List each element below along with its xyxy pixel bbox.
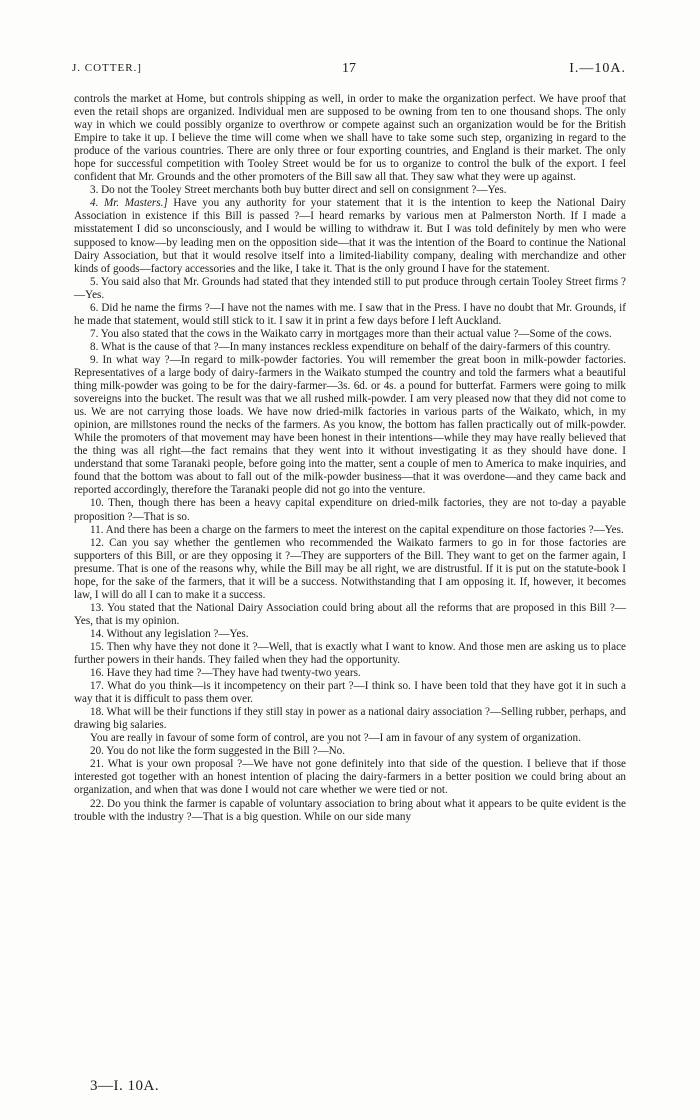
footer-signature-mark: 3—I. 10A. [90, 1078, 160, 1094]
paragraph: 18. What will be their functions if they still stay in power as a national dairy association ?—Selling rubber, perhaps, and drawing big salaries. [74, 706, 626, 732]
paragraph: 3. Do not the Tooley Street merchants both buy butter direct and sell on consignment ?—Yes. [90, 184, 507, 197]
paragraph: 22. Do you think the farmer is capable of voluntary association to bring about what it appears to be quite evident is the trouble with the industry ?—That is a big question. While on our side many [74, 797, 626, 823]
paragraph: 10. Then, though there has been a heavy capital expenditure on dried-milk factories, they are not to-day a payable proposition ?—That is so. [74, 497, 626, 523]
paragraph: 9. In what way ?—In regard to milk-powder factories. You will remember the great boon in milk-powder factories. Representatives of a large body of dairy-farmers in the Waikato stumped the country and told the farmers what a beautiful thing milk-powder was going to be for the dairy-farmer—3s. 6d. or 4s. a pound for butterfat. Farmers were going to milk sovereigns into the bucket. The result was that we all rushed milk-powder. I am very pleased now that they did not come to us. We are not carrying those loads. We have now dried-milk factories in various parts of the Waikato, which, in my opinion, are millstones round the necks of the farmers. As you know, the bottom has fallen practically out of milk-powder. While the promoters of that movement may have been honest in their intentions—while they may have really believed that the thing was all right—the fact remains that they went into it without investigating it as they should have done. I understand that some Taranaki people, before going into the matter, sent a couple of men to America to make inquiries, and found that the bottom was about to fall out of the milk-powder business—that it was overdone—and they came back and reported accordingly, therefore the Taranaki people did not go into the venture. [74, 353, 626, 497]
paragraph: 20. You do not like the form suggested in the Bill ?—No. [90, 745, 345, 758]
paragraph: 17. What do you think—is it incompetency on their part ?—I think so. I have been told that they have got it in such a way that it is difficult to pass them over. [74, 680, 626, 706]
document-body [74, 93, 626, 824]
paragraph: 13. You stated that the National Dairy Association could bring about all the reforms that are proposed in this Bill ?—Yes, that is my opinion. [74, 601, 626, 627]
paragraph: You are really in favour of some form of control, are you not ?—I am in favour of any system of organization. [90, 732, 581, 745]
header-paper-reference: I.—10A. [569, 61, 626, 76]
paragraph: 8. What is the cause of that ?—In many instances reckless expenditure on behalf of the dairy-farmers of this country. [90, 340, 611, 353]
paragraph: 16. Have they had time ?—They have had twenty-two years. [90, 667, 361, 680]
paragraph: 14. Without any legislation ?—Yes. [90, 627, 249, 640]
paragraph: 15. Then why have they not done it ?—Well, that is exactly what I want to know. And those men are asking us to place further powers in their hands. They failed when they had the opportunity. [74, 640, 626, 667]
paragraph: 11. And there has been a charge on the farmers to meet the interest on the capital expenditure on those factories ?—Yes. [90, 523, 624, 536]
header-witness-name: J. COTTER.] [72, 62, 142, 74]
paragraph: controls the market at Home, but controls shipping as well, in order to make the organization perfect. We have proof that even the retail shops are organized. Individual men are supposed to be owning from ten to one thousand shops. The only way in which we could possibly organize to overthrow or compete against such an organization would be for the British Empire to take it up. I believe the time will come when we shall have to take some such step, organizing in regard to the produce of the various countries. There are only three or four exporting countries, and England is their market. The only hope for successful competition with Tooley Street would be for us to organize to control the bulk of the export. I feel confident that Mr. Grounds and the other promoters of the Bill saw all that. They saw what they were up against. [74, 93, 626, 184]
page-header [72, 62, 626, 80]
paragraph: 6. Did he name the firms ?—I have not the names with me. I saw that in the Press. I have no doubt that Mr. Grounds, if he made that statement, would still stick to it. I saw it in print a few days before I left Auckland. [74, 301, 626, 327]
page-number: 17 [342, 61, 356, 76]
paragraph: 12. Can you say whether the gentlemen who recommended the Waikato farmers to go in for those factories are supporters of this Bill, or are they opposing it ?—They are supporters of the Bill. They want to get on the farmer again, I presume. That is one of the reasons why, while the Bill may be all right, we are distrustful. If it is put on the statute-book I hope, for the sake of the farmers, that it will be a success. Notwithstanding that I am opposing it. If, however, it becomes law, I will do all I can to make it a success. [74, 536, 626, 601]
paragraph: 4. Mr. Masters.] Have you any authority for your statement that it is the intention to keep the National Dairy Association in existence if this Bill is passed ?—I heard remarks by various men at Palmerston North. If I made a misstatement I did so unconsciously, and I would be willing to withdraw it. But I was told definitely by men who were supposed to know—by leading men on the opposition side—that it was the intention of the Board to continue the National Dairy Association, but that it would resolve itself into a limited-liability company, dealing with merchandize and other kinds of goods—factory accessories and the like, I take it. That is the only ground I have for the statement. [74, 197, 626, 275]
paragraph: 7. You also stated that the cows in the Waikato carry in mortgages more than their actual value ?—Some of the cows. [90, 327, 612, 340]
speaker-label: 4. Mr. Masters.] [90, 197, 168, 210]
paragraph: 21. What is your own proposal ?—We have not gone definitely into that side of the question. I believe that if those interested got together with an honest intention of placing the dairy-farmers in a better position we could bring about an organization, and when that was done I would not care whether we were tied or not. [74, 758, 626, 797]
paragraph: 5. You said also that Mr. Grounds had stated that they intended still to put produce through certain Tooley Street firms ?—Yes. [74, 275, 626, 301]
